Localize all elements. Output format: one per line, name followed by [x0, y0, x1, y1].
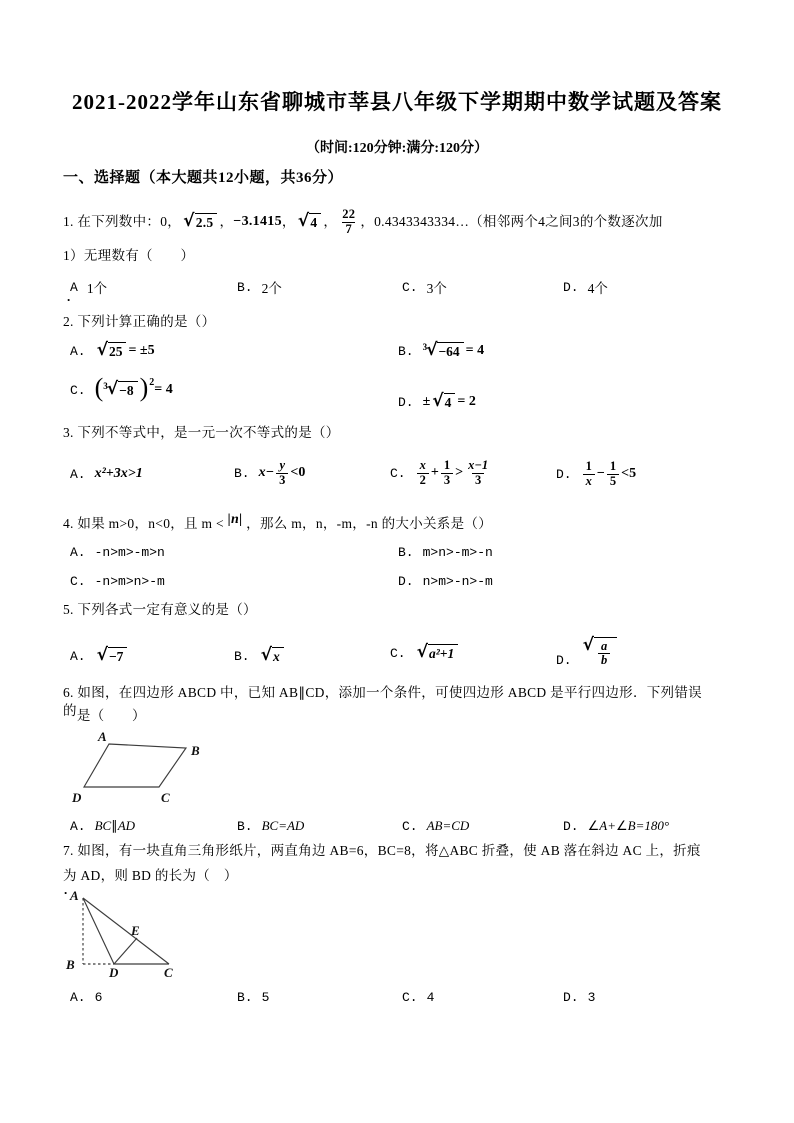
- vertex-label-b: B: [191, 743, 200, 758]
- numerator: 1: [443, 457, 451, 472]
- option-text: 1个: [86, 281, 108, 296]
- question-1-stem-line2: 1）无理数有（ ）: [63, 248, 195, 263]
- radicand: x: [272, 647, 284, 666]
- vertex-label-c: C: [161, 790, 170, 805]
- q6-option-a: [70, 818, 135, 834]
- option-label: D.: [563, 818, 579, 834]
- q1-lead-text: 1. 在下列数中：0，: [63, 213, 182, 229]
- root-index: 3: [103, 381, 108, 391]
- triangle-figure: [58, 888, 183, 982]
- vertex-label-a: A: [70, 888, 79, 903]
- expression-part: <5: [621, 466, 637, 481]
- page-title: 2021-2022学年山东省聊城市莘县八年级下学期期中数学试题及答案: [72, 90, 722, 114]
- denominator: 5: [607, 474, 619, 489]
- sqrt-icon: [298, 213, 310, 230]
- option-text: 2个: [261, 281, 282, 296]
- option-text: 3个: [426, 281, 447, 296]
- q3-option-b: [234, 448, 305, 498]
- question-4-stem: [63, 512, 492, 535]
- left-paren: (: [94, 373, 104, 402]
- operator: +: [430, 465, 439, 480]
- fraction: [417, 459, 429, 488]
- option-label: C.: [402, 818, 418, 834]
- q4-option-c: [70, 574, 165, 589]
- denominator: 3: [441, 473, 453, 488]
- option-label: B.: [237, 818, 253, 834]
- sqrt-icon: [183, 213, 195, 230]
- q4-stem-pre: 4. 如果 m>0，n<0，且 m <: [63, 516, 224, 531]
- q1-option-a: [70, 277, 107, 297]
- option-text: 4: [426, 990, 435, 1005]
- right-paren: ): [139, 373, 149, 402]
- q4-option-a: [70, 545, 165, 560]
- equation-rhs: = ±5: [128, 343, 155, 358]
- option-text: 6: [94, 990, 103, 1005]
- option-text: -n>m>-m>n: [94, 545, 165, 560]
- option-label: A.: [70, 648, 86, 664]
- vertex-label-d: D: [72, 790, 82, 805]
- radicand: 4: [309, 213, 321, 232]
- edge-ac: [83, 898, 169, 964]
- fraction: [339, 208, 358, 237]
- q7-option-c: [402, 990, 434, 1005]
- parallelogram-figure: [70, 728, 205, 810]
- sqrt-expression: [261, 647, 284, 666]
- vertex-label-b: B: [66, 957, 75, 972]
- option-text: 4个: [587, 281, 608, 296]
- option-label: A.: [70, 545, 86, 560]
- option-label: A.: [70, 343, 86, 359]
- operator: −: [596, 466, 605, 481]
- vertex-label-c: C: [164, 965, 173, 980]
- option-label: B.: [398, 343, 414, 359]
- q1-option-d: [563, 277, 608, 297]
- sqrt-expression: [417, 644, 459, 663]
- operator: >: [455, 465, 464, 480]
- radicand: −8: [118, 381, 137, 400]
- denominator: 3: [276, 473, 288, 488]
- separator: ，: [219, 213, 234, 229]
- option-label: A.: [70, 818, 86, 834]
- equation-rhs: = 4: [154, 382, 173, 397]
- question-7-stem-line2: 为 AD，则 BD 的长为（ ）: [63, 868, 238, 883]
- question-3-stem: 3. 下列不等式中，是一元一次不等式的是（）: [63, 425, 340, 440]
- plus-minus-sign: ±: [422, 394, 431, 409]
- denominator: 3: [472, 473, 484, 488]
- option-text: BC∥AD: [94, 818, 136, 833]
- sqrt-expression: [97, 342, 127, 361]
- expression-part: x−: [258, 465, 275, 480]
- segment-de: [114, 938, 137, 964]
- option-label: D.: [563, 990, 579, 1005]
- q6-option-d: [563, 818, 669, 834]
- fraction: [607, 460, 619, 489]
- denominator: 2: [417, 473, 429, 488]
- q5-option-b: [234, 642, 286, 670]
- q4-option-b: [398, 545, 493, 560]
- q2-option-c: [70, 372, 173, 408]
- equation-rhs: = 2: [457, 394, 476, 409]
- fraction: [276, 459, 288, 488]
- section-heading: 一、选择题（本大题共12小题，共36分）: [63, 170, 344, 186]
- option-text: 5: [261, 990, 270, 1005]
- fraction: [598, 640, 610, 669]
- option-text: AB=CD: [426, 818, 470, 833]
- stray-period: .: [64, 882, 68, 897]
- option-label: B.: [237, 990, 253, 1005]
- radicand: −64: [437, 342, 463, 361]
- sqrt-expression: [298, 213, 322, 232]
- fraction: [583, 460, 595, 489]
- option-label: C.: [70, 382, 86, 398]
- sqrt-expression: [432, 393, 455, 412]
- option-label: A: [70, 279, 78, 295]
- option-text: -n>m>n>-m: [94, 574, 165, 589]
- radicand: a²+1: [428, 644, 458, 663]
- sqrt-icon: [97, 647, 108, 664]
- sqrt-icon: [583, 637, 594, 654]
- radicand: 25: [108, 342, 127, 361]
- exam-time-score-info: （时间:120分钟:满分:120分）: [306, 141, 488, 156]
- q6-option-c: [402, 818, 469, 834]
- q6-option-b: [237, 818, 304, 834]
- numerator: y: [279, 457, 285, 472]
- sqrt-icon: [417, 644, 428, 661]
- question-6-stem: 6. 如图，在四边形 ABCD 中，已知 AB∥CD，添加一个条件，可使四边形 ABCD 是平行四边形．下列错误: [63, 685, 702, 700]
- option-label: D.: [556, 466, 572, 482]
- q5-option-d: [556, 616, 619, 668]
- q7-option-b: [237, 990, 269, 1005]
- q1-tail-text: ，0.4343343334…（相邻两个4之间3的个数逐次加: [360, 213, 663, 229]
- q3-option-a: [70, 452, 143, 496]
- sqrt-fraction-expression: [583, 637, 618, 669]
- exponent: 2: [149, 376, 155, 388]
- option-label: C.: [390, 465, 406, 481]
- option-text: ∠A+∠B=180°: [587, 818, 670, 833]
- q5-option-a: [70, 642, 129, 670]
- sqrt-icon: [107, 381, 118, 398]
- denominator: b: [598, 653, 610, 668]
- option-text: n>m>-n>-m: [422, 574, 493, 589]
- denominator: x: [583, 474, 595, 489]
- q5-option-c: [390, 637, 460, 669]
- q2-option-b: [398, 338, 484, 364]
- q7-option-a: [70, 990, 102, 1005]
- denominator: 7: [342, 222, 355, 237]
- q1-option-c: [402, 277, 447, 297]
- radicand: −7: [108, 647, 127, 666]
- option-text: BC=AD: [261, 818, 305, 833]
- sqrt-expression: [97, 647, 128, 666]
- option-label: A.: [70, 990, 86, 1005]
- vertex-label-d: D: [109, 965, 119, 980]
- sqrt-icon: [97, 342, 108, 359]
- sqrt-icon: [426, 342, 437, 359]
- q4-option-d: [398, 574, 493, 589]
- numerator: 1: [609, 458, 617, 473]
- fold-line-ad: [83, 898, 114, 964]
- option-label: B.: [237, 279, 253, 295]
- inequality-expression: x²+3x>1: [94, 466, 143, 481]
- option-label: B.: [398, 545, 414, 560]
- numerator: 22: [342, 206, 356, 221]
- vertex-label-e: E: [131, 923, 140, 938]
- option-label: D.: [398, 574, 414, 589]
- q7-option-d: [563, 990, 595, 1005]
- option-label: C.: [402, 990, 418, 1005]
- q2-option-a: [70, 338, 155, 364]
- numerator: x: [419, 457, 426, 472]
- fraction: [441, 459, 453, 488]
- equation-rhs: = 4: [465, 343, 485, 358]
- option-label: D.: [563, 279, 579, 295]
- decimal-number: −3.1415: [233, 214, 282, 230]
- question-5-stem: 5. 下列各式一定有意义的是（）: [63, 602, 257, 617]
- numerator: x−1: [468, 457, 489, 472]
- sqrt-expression: [183, 213, 217, 232]
- option-label: C.: [390, 645, 406, 661]
- q2-option-d: [398, 390, 476, 414]
- option-label: D.: [556, 653, 572, 668]
- option-text: 3: [587, 990, 596, 1005]
- radicand: [594, 637, 617, 669]
- absolute-value-expression: |n|: [227, 512, 243, 527]
- stray-period: .: [67, 289, 71, 304]
- radicand: 4: [444, 393, 456, 412]
- vertex-label-a: A: [98, 729, 107, 744]
- question-2-stem: 2. 下列计算正确的是（）: [63, 314, 216, 329]
- parallelogram-shape: [84, 744, 186, 787]
- separator: ，: [281, 213, 296, 229]
- raised-char: 的: [63, 703, 77, 718]
- question-1-stem: [63, 200, 663, 244]
- question-6-stem-line2: [63, 703, 146, 726]
- q1-option-b: [237, 277, 282, 297]
- q3-option-d: [556, 450, 636, 498]
- cbrt-expression: [426, 342, 464, 361]
- separator: ，: [323, 213, 338, 229]
- option-label: A.: [70, 466, 86, 482]
- question-7-stem: 7. 如图，有一块直角三角形纸片，两直角边 AB=6，BC=8，将△ABC 折叠，使 AB 落在斜边 AC 上，折痕: [63, 843, 701, 858]
- option-text: m>n>-m>-n: [422, 545, 493, 560]
- numerator: a: [600, 638, 608, 653]
- sqrt-icon: [261, 647, 272, 664]
- option-label: D.: [398, 394, 414, 410]
- numerator: 1: [585, 458, 592, 473]
- expression-part: <0: [290, 465, 306, 480]
- root-index: 3: [422, 342, 428, 352]
- stem-text: 是（ ）: [76, 708, 146, 723]
- sqrt-icon: [432, 393, 443, 410]
- cbrt-expression: [107, 381, 138, 400]
- q3-option-c: [390, 448, 493, 498]
- option-label: C.: [402, 279, 418, 295]
- fraction: [465, 459, 491, 488]
- radicand: 2.5: [195, 213, 218, 232]
- option-label: B.: [234, 648, 250, 664]
- option-label: C.: [70, 574, 86, 589]
- q4-stem-post: ，那么 m，n，-m，-n 的大小关系是（）: [246, 516, 492, 531]
- option-label: B.: [234, 465, 250, 481]
